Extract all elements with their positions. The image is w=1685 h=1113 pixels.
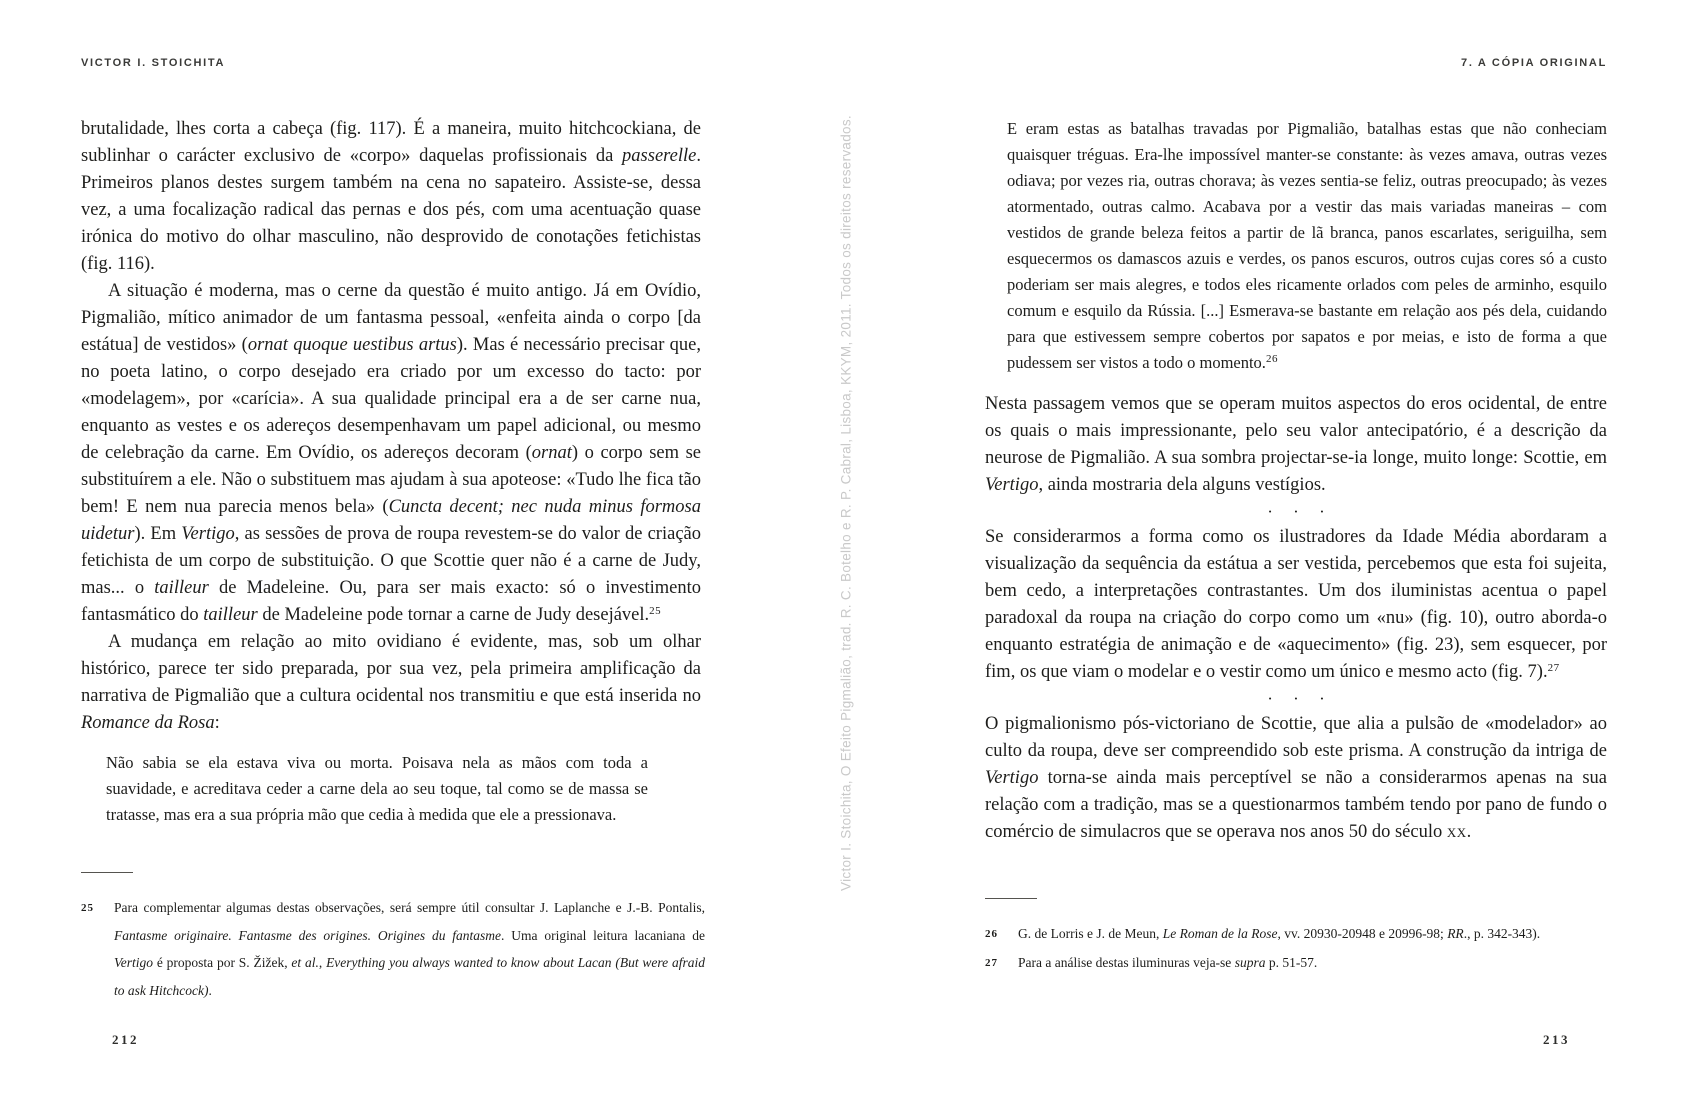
- footnote-list: [81, 894, 705, 1004]
- paragraph: [985, 524, 1607, 686]
- text-run: G. de Lorris e J. de Meun,: [1018, 926, 1163, 941]
- footnote-reference: 27: [1547, 662, 1560, 674]
- text-run: de Madeleine. Ou, para ser mais exacto: só o investimento fantasmático do: [81, 578, 701, 625]
- footnote-reference: 25: [649, 605, 662, 617]
- text-run: E eram estas as batalhas travadas por Pigmalião, batalhas estas que não conheciam quaisquer tréguas. Era-lhe impossível manter-se constante: às vezes amava, outras vezes odiava; por vezes ria, outras chorava; às vezes sentia-se feliz, outras preocupado; às vezes atormentado, outras calmo. Acabava por a vestir das mais variadas maneiras – com vestidos de grande beleza feitos a partir de lã branca, panos escarlates, seriguilha, sem esquecermos os damascos azuis e verdes, os panos escuros, outros cujas cores só a custo poderiam ser mais alegres, e todos eles ricamente orlados com peles de arminho, esquilo comum e esquilo da Rússia. [...] Esmerava-se bastante em relação aos pés dela, cuidando para que estivessem sempre cobertos por sapatos e por meias, e isto de forma a que pudessem ser vistos a todo o momento.: [1007, 119, 1607, 372]
- text-run: Nesta passagem vemos que se operam muitos aspectos do eros ocidental, de entre os quais o mais impressionante, pelo seu valor antecipatório, é a descrição da neurose de Pigmalião. A sua sombra projectar-se-ia longe, muito longe: Scottie, em: [985, 394, 1607, 468]
- right-page-text-column: [985, 116, 1607, 846]
- text-run: ) o corpo sem se substituírem a ele. Não o substituem mas ajudam à sua apoteose: «Tudo lhe fica tão bem! E nem nua parecia menos bela» (: [81, 443, 701, 517]
- text-run: Vertigo: [985, 768, 1039, 788]
- text-run: O pigmalionismo pós-victoriano de Scottie, que alia a pulsão de «modelador» ao culto da roupa, deve ser compreendido sob este prisma. A construção da intriga de: [985, 714, 1607, 761]
- text-run: ornat quoque uestibus artus: [247, 335, 457, 355]
- text-run: . Uma original leitura lacaniana de: [501, 927, 705, 943]
- section-separator: · · ·: [1267, 689, 1333, 708]
- text-run: p. 51-57.: [1265, 954, 1318, 970]
- footnote-text: [1018, 949, 1607, 978]
- right-page-number: 213: [1543, 1032, 1570, 1047]
- text-run: A mudança em relação ao mito ovidiano é evidente, mas, sob um olhar histórico, parece ter sido preparada, por sua vez, pela primeira amplificação da narrativa de Pigmalião que a cultura ocidental nos transmitiu e que está inserida no: [81, 632, 701, 706]
- text-run: Cuncta decent; nec nuda minus formosa uidetur: [81, 497, 701, 544]
- paragraph: [985, 711, 1607, 846]
- text-run: supra: [1234, 954, 1266, 970]
- footnote: [985, 920, 1607, 949]
- text-run: RR: [1447, 926, 1464, 941]
- section-separator: · · ·: [1267, 502, 1333, 521]
- text-run: .: [1466, 822, 1472, 842]
- left-page-text-column: [81, 116, 701, 841]
- footnote-text: [1018, 920, 1607, 949]
- text-run: Vertigo: [114, 955, 153, 970]
- right-page-footnotes: [985, 898, 1607, 977]
- text-run: Le Roman de la Rose: [1162, 926, 1278, 941]
- text-run: , ainda mostraria dela alguns vestígios.: [1038, 475, 1326, 495]
- paragraph: [985, 391, 1607, 499]
- text-run: Vertigo: [985, 475, 1039, 495]
- text-run: A situação é moderna, mas o cerne da questão é muito antigo. Já em Ovídio, Pigmalião, mítico animador de um fantasma pessoal, «enfeita ainda o corpo [da estátua] de vestidos» (: [81, 281, 701, 355]
- text-run: :: [214, 713, 220, 733]
- text-run: Não sabia se ela estava viva ou morta. Poisava nela as mãos com toda a suavidade, e acreditava ceder a carne dela ao seu toque, tal como se de massa se tratasse, mas era a sua própria mão que cedia à medida que ele a pressionava.: [106, 753, 648, 824]
- footnote-number: 25: [81, 902, 94, 914]
- text-run: tailleur: [154, 578, 209, 598]
- left-page-footnotes: [81, 872, 705, 1004]
- text-run: Fantasme originaire. Fantasme des origines. Origines du fantasme: [114, 927, 502, 943]
- running-header-author: VICTOR I. STOICHITA: [81, 57, 226, 69]
- footnote: [81, 894, 705, 1004]
- text-run: ). Mas é necessário precisar que, no poeta latino, o corpo desejado era criado por um excesso do tacto: por «modelagem», por «carícia». A sua qualidade principal era a de ser carne nua, enquanto as vestes e os adereços desempenhavam um papel adicional, ou mesmo de celebração da carne. Em Ovídio, os adereços decoram (: [81, 335, 701, 463]
- text-run: é proposta por S. Žižek,: [153, 955, 292, 970]
- block-quote: [1007, 116, 1607, 376]
- footnote-number: 26: [985, 928, 998, 940]
- copyright-watermark: Victor I. Stoichita, O Efeito Pigmalião, trad. R. C. Botelho e R. P. Cabral, Lisboa, KKYM, 2011. Todos os direitos reservados.: [838, 115, 854, 891]
- paragraph: [81, 278, 701, 629]
- left-page-number: 212: [112, 1032, 139, 1047]
- footnote-rule: [81, 872, 133, 873]
- footnote-list: [985, 920, 1607, 977]
- text-run: Para a análise destas iluminuras veja-se: [1018, 954, 1235, 970]
- paragraph: [81, 629, 701, 737]
- text-run: Romance da Rosa: [81, 713, 215, 733]
- text-run: ornat: [531, 443, 572, 463]
- text-run: ). Em: [134, 524, 182, 544]
- text-run: brutalidade, lhes corta a cabeça (fig. 117). É a maneira, muito hitchcockiana, de sublinhar o carácter exclusivo de «corpo» daquelas profissionais da: [81, 119, 701, 166]
- footnote-number: 27: [985, 956, 998, 969]
- text-run: Everything you always wanted to know about Lacan (But were afraid to ask Hitchcock): [114, 955, 705, 998]
- text-run: passerelle: [622, 146, 697, 166]
- footnote: [985, 949, 1607, 978]
- text-run: .: [208, 982, 212, 998]
- paragraph: [81, 116, 701, 278]
- text-run: xx: [1446, 822, 1467, 842]
- footnote-rule: [985, 898, 1037, 899]
- text-run: . Primeiros planos destes surgem também na cena no sapateiro. Assiste-se, dessa vez, a uma focalização radical das pernas e dos pés, com uma acentuação quase irónica do motivo do olhar masculino, não desprovido de conotações fetichistas (fig. 116).: [81, 146, 701, 274]
- text-run: Vertigo: [181, 524, 235, 544]
- text-run: Se considerarmos a forma como os ilustradores da Idade Média abordaram a visualização da sequência da estátua a ser vestida, percebemos que esta foi sujeita, bem cedo, a interpretações contrastantes. Um dos iluministas acentua o papel paradoxal da roupa na criação do corpo como um «nu» (fig. 10), outro aborda-o enquanto estratégia de animação e de «aquecimento» (fig. 23), sem esquecer, por fim, os que viam o modelar e o vestir como um único e mesmo acto (fig. 7).: [985, 527, 1607, 682]
- text-run: tailleur: [203, 605, 258, 625]
- text-run: , as sessões de prova de roupa revestem-se do valor de criação fetichista de um corpo de substituição. O que Scottie quer não é a carne de Judy, mas... o: [81, 524, 701, 598]
- running-header-chapter: 7. A CÓPIA ORIGINAL: [1461, 57, 1607, 69]
- footnote-reference: 26: [1265, 353, 1278, 365]
- text-run: torna-se ainda mais perceptível se não a considerarmos apenas na sua relação com a tradição, mas se a questionarmos também tendo por pano de fundo o comércio de simulacros que se operava nos anos 50 do século: [985, 768, 1607, 842]
- footnote-text: [114, 894, 705, 1004]
- text-run: et al.: [291, 955, 319, 970]
- text-run: ., p. 342-343).: [1463, 926, 1541, 941]
- block-quote: [106, 750, 648, 828]
- text-run: Para complementar algumas destas observações, será sempre útil consultar J. Laplanche e J.-B. Pontalis,: [114, 900, 705, 915]
- text-run: , vv. 20930-20948 e 20996-98;: [1277, 926, 1448, 941]
- text-run: ,: [318, 955, 327, 970]
- text-run: de Madeleine pode tornar a carne de Judy desejável.: [257, 605, 650, 625]
